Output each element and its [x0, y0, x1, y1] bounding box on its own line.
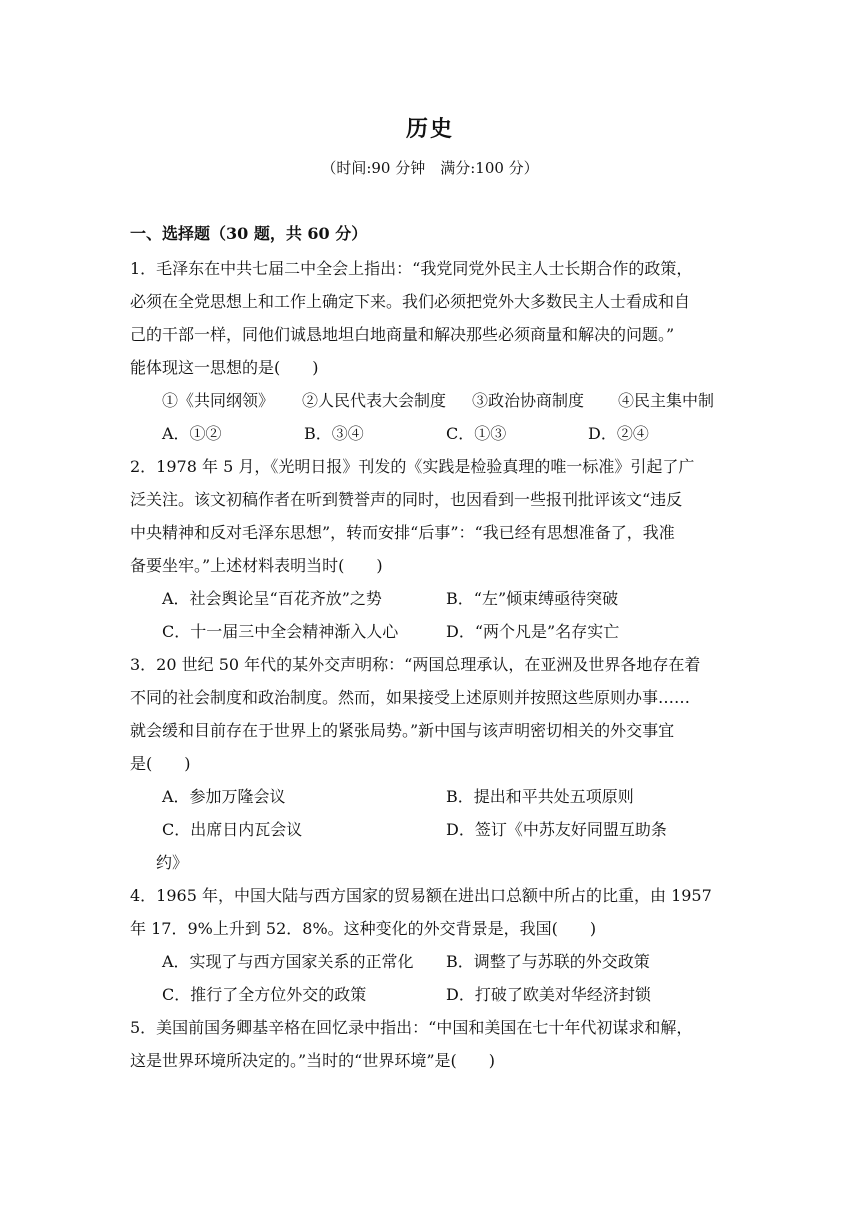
question-line: 这是世界环境所决定的。”当时的“世界环境”是( ): [130, 1051, 496, 1070]
answer-options-row: [130, 945, 730, 978]
question-line: 3．20 世纪 50 年代的某外交声明称：“两国总理承认，在亚洲及世界各地存在着: [130, 655, 701, 674]
option-c[interactable]: C．推行了全方位外交的政策: [162, 985, 367, 1004]
option-d[interactable]: D．“两个凡是”名存实亡: [446, 622, 620, 641]
question-line: 就会缓和目前存在于世界上的紧张局势。”新中国与该声明密切相关的外交事宜: [130, 721, 675, 740]
statement-item: ③政治协商制度: [472, 391, 585, 410]
question-4: [130, 879, 730, 1011]
answer-options-row: [130, 780, 730, 813]
answer-options-row: [130, 615, 730, 648]
statement-items: [130, 384, 730, 417]
option-d[interactable]: D．签订《中苏友好同盟互助条: [446, 820, 667, 839]
option-c[interactable]: C．出席日内瓦会议: [162, 820, 303, 839]
option-b[interactable]: B．调整了与苏联的外交政策: [446, 952, 650, 971]
option-a[interactable]: A．实现了与西方国家关系的正常化: [162, 952, 414, 971]
option-a[interactable]: A．①②: [162, 424, 222, 443]
question-line: 中央精神和反对毛泽东思想”，转而安排“后事”：“我已经有思想准备了，我准: [130, 523, 675, 542]
page-title: 历史: [405, 116, 454, 142]
question-line: 己的干部一样，同他们诚恳地坦白地商量和解决那些必须商量和解决的问题。”: [130, 325, 675, 344]
question-line: 不同的社会制度和政治制度。然而，如果接受上述原则并按照这些原则办事……: [130, 688, 691, 707]
answer-options-row: [130, 978, 730, 1011]
option-a[interactable]: A．社会舆论呈“百花齐放”之势: [162, 589, 382, 608]
option-b[interactable]: B．“左”倾束缚亟待突破: [446, 589, 619, 608]
option-c[interactable]: C．十一届三中全会精神渐入人心: [162, 622, 399, 641]
option-d[interactable]: D．②④: [588, 424, 649, 443]
option-d-continuation: 约》: [156, 853, 189, 872]
question-line: 能体现这一思想的是( ): [130, 358, 319, 377]
question-5: [130, 1011, 730, 1077]
question-content: [130, 219, 730, 1077]
question-line: 必须在全党思想上和工作上确定下来。我们必须把党外大多数民主人士看成和自: [130, 292, 691, 311]
option-c[interactable]: C．①③: [446, 424, 507, 443]
section-heading: 一、选择题（30 题，共 60 分）: [130, 224, 368, 243]
option-a[interactable]: A．参加万隆会议: [162, 787, 286, 806]
question-line: 2．1978 年 5 月，《光明日报》刊发的《实践是检验真理的唯一标准》引起了广: [130, 457, 695, 476]
exam-info: （时间:90 分钟 满分:100 分）: [321, 159, 539, 177]
statement-item: ①《共同纲领》: [162, 391, 275, 410]
question-line: 是( ): [130, 754, 191, 773]
question-1: [130, 252, 730, 450]
question-line: 1．毛泽东在中共七届二中全会上指出：“我党同党外民主人士长期合作的政策，: [130, 259, 693, 278]
question-line: 5．美国前国务卿基辛格在回忆录中指出：“中国和美国在七十年代初谋求和解，: [130, 1018, 693, 1037]
question-line: 4．1965 年，中国大陆与西方国家的贸易额在进出口总额中所占的比重，由 1957: [130, 886, 712, 905]
answer-options: [130, 417, 730, 450]
answer-options-row: [130, 813, 730, 846]
question-line: 泛关注。该文初稿作者在听到赞誉声的同时，也因看到一些报刊批评该文“违反: [130, 490, 683, 509]
option-b[interactable]: B．③④: [304, 424, 364, 443]
question-line: 备要坐牢。”上述材料表明当时( ): [130, 556, 383, 575]
option-d[interactable]: D．打破了欧美对华经济封锁: [446, 985, 651, 1004]
statement-item: ④民主集中制: [618, 391, 715, 410]
statement-item: ②人民代表大会制度: [302, 391, 447, 410]
answer-options-row: [130, 582, 730, 615]
option-b[interactable]: B．提出和平共处五项原则: [446, 787, 634, 806]
question-2: [130, 450, 730, 648]
question-line: 年 17．9%上升到 52．8%。这种变化的外交背景是，我国( ): [130, 919, 597, 938]
question-3: [130, 648, 730, 879]
